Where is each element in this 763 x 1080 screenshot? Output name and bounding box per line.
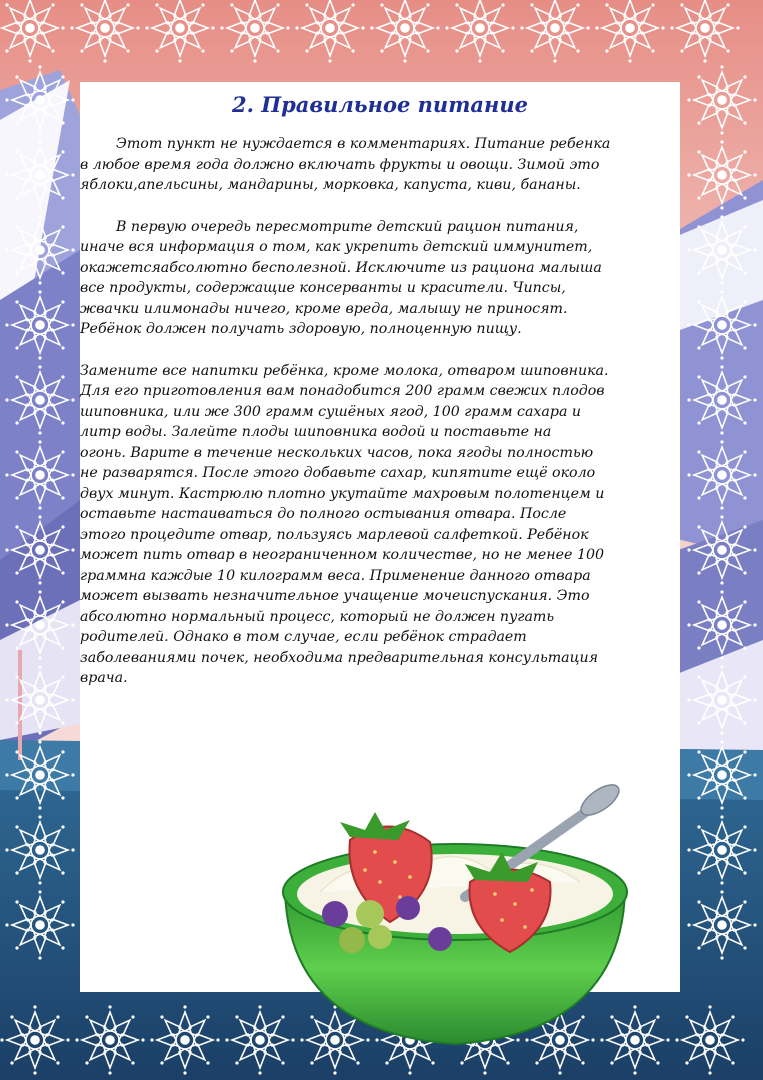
text-line: абсолютно нормальный процесс, который не должен пугать <box>80 608 555 625</box>
text-line: шиповника, или же 300 грамм сушёных ягод, 100 грамм сахара и <box>80 403 582 420</box>
text-line: заболеваниями почек, необходима предварительная консультация <box>80 649 599 666</box>
text-line: двух минут. Кастрюлю плотно укутайте махровым полотенцем и <box>80 485 605 502</box>
text-line: граммна каждые 10 килограмм веса. Применение данного отвара <box>80 567 591 584</box>
text-line: литр воды. Залейте плоды шиповника водой и поставьте на <box>80 424 552 440</box>
text-line: жвачки илимонады ничего, кроме вреда, малышу не приносят. <box>80 300 568 317</box>
text-line: этого процедите отвар, пользуясь марлевой салфеткой. Ребёнок <box>80 526 589 543</box>
text-line: Для его приготовления вам понадобится 200 грамм свежих плодов <box>80 383 605 399</box>
text-line: Замените все напитки ребёнка, кроме молока, отваром шиповника. <box>80 362 609 379</box>
text-line: яблоки,апельсины, мандарины, морковка, капуста, киви, бананы. <box>80 177 581 193</box>
paragraph-3 <box>80 361 674 689</box>
text-line: родителей. Однако в том случае, если ребёнок страдает <box>80 629 527 645</box>
content-panel <box>80 82 680 992</box>
text-line: Ребёнок должен получать здоровую, полноценную пищу. <box>80 321 522 337</box>
page-title: 2. Правильное питание <box>232 92 528 117</box>
text-line: Этот пункт не нуждается в комментариях. Питание ребенка <box>116 136 611 152</box>
text-line: врача. <box>80 670 128 686</box>
paragraph-1 <box>80 134 674 196</box>
text-line: все продукты, содержащие консерванты и красители. Чипсы, <box>80 280 566 296</box>
bowl-of-porridge-with-strawberries-icon <box>280 782 640 1052</box>
text-line: в любое время года должно включать фрукты и овощи. Зимой это <box>80 156 600 173</box>
text-line: может пить отвар в неограниченном количестве, но не менее 100 <box>80 547 605 563</box>
paragraph-2 <box>80 217 674 340</box>
text-line: может вызвать незначительное учащение мочеиспускания. Это <box>80 588 590 604</box>
text-line: оставьте настаиваться до полного остывания отвара. После <box>80 506 567 522</box>
article-text <box>80 134 674 710</box>
text-line: иначе вся информация о том, как укрепить детский иммунитет, <box>80 239 593 255</box>
text-line: В первую очередь пересмотрите детский рацион питания, <box>116 218 579 235</box>
text-line: огонь. Варите в течение нескольких часов, пока ягоды полностью <box>80 444 594 461</box>
text-line: окажетсяабсолютно бесполезной. Исключите из рациона малыша <box>80 259 602 276</box>
text-line: не разварятся. После этого добавьте сахар, кипятите ещё около <box>80 465 596 481</box>
